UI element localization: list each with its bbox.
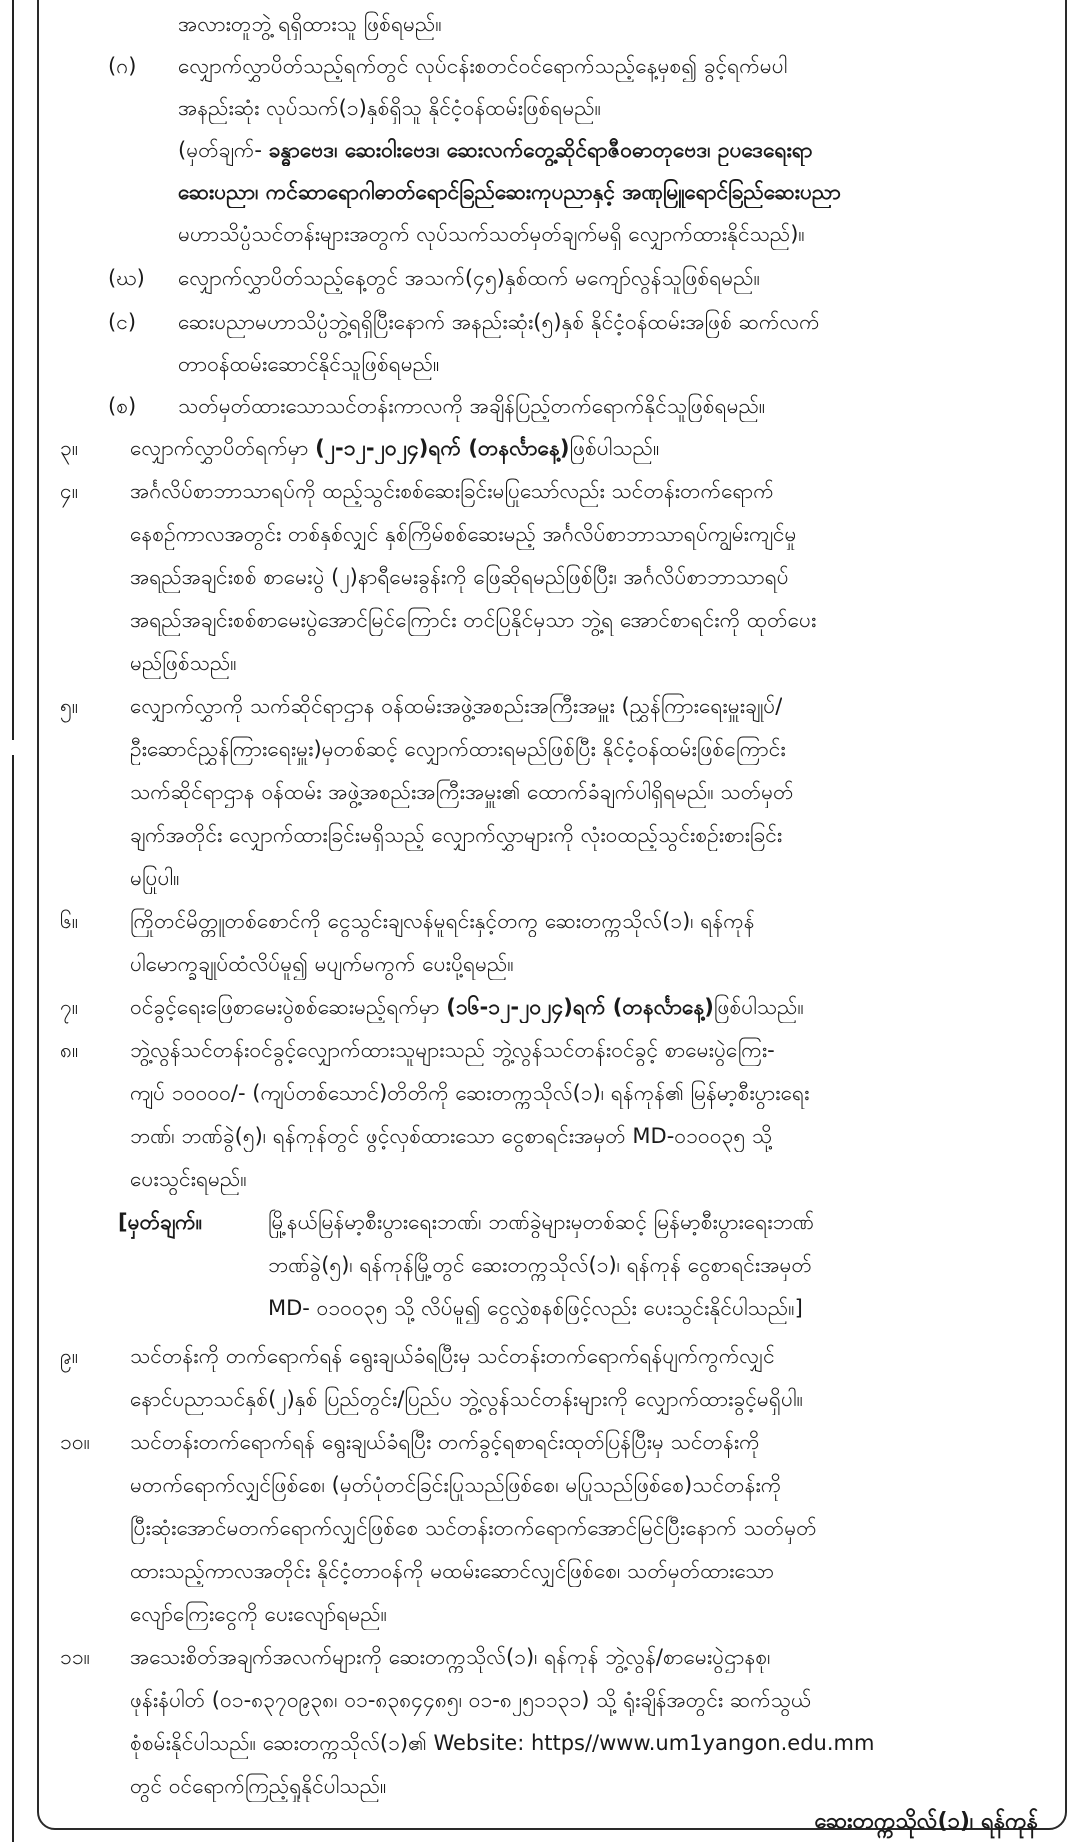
item-3-lead: လျှောက်လွှာပိတ်ရက်မှာ [130, 436, 316, 460]
sub-g-line: လျှောက်လွှာပိတ်သည့်ရက်တွင် လုပ်ငန်းစတင်ဝင်ရောက်သည့်နေ့မှစ၍ ခွင့်ရက်မပါ [178, 54, 788, 78]
item-11-line: စုံစမ်းနိုင်ပါသည်။ ဆေးတက္ကသိုလ်(၁)၏ Website: https//www.um1yangon.edu.mm [130, 1731, 875, 1755]
sub-g-label: (ဂ) [108, 54, 137, 78]
item-7-lead: ဝင်ခွင့်ရေးဖြေစာမေးပွဲစစ်ဆေးမည့်ရက်မှာ [130, 995, 447, 1019]
item-8-line: ကျပ် ၁၀၀၀၀/- (ကျပ်တစ်သောင်)တိတိကို ဆေးတက္ကသိုလ်(၁)၊ ရန်ကုန်၏ မြန်မာ့စီးပွားရေး [130, 1081, 810, 1105]
item-10-line: သင်တန်းတက်ရောက်ရန် ရွေးချယ်ခံရပြီး တက်ခွင့်ရစာရင်းထုတ်ပြန်ပြီးမှ သင်တန်းကို [130, 1430, 760, 1454]
item-7-date: (၁၆-၁၂-၂၀၂၄)ရက် (တနင်္လာနေ့) [446, 995, 714, 1019]
item-4-line: အင်္ဂလိပ်စာဘာသာရပ်ကို ထည့်သွင်းစစ်ဆေးခြင်းမပြုသော်လည်း သင်တန်းတက်ရောက် [130, 479, 774, 503]
sub-s-label: (စ) [108, 394, 137, 418]
sub-ng-line: ဆေးပညာမဟာသိပ္ပံဘွဲ့ရရှိပြီးနောက် အနည်းဆုံး(၅)နှစ် နိုင်ငံ့ဝန်ထမ်းအဖြစ် ဆက်လက် [178, 310, 820, 334]
note-8-line: MD- ၀၁၀၀၃၅ သို့ လိပ်မူ၍ ငွေလွှဲစနစ်ဖြင့်လည်း ပေးသွင်းနိုင်ပါသည်။] [268, 1296, 803, 1320]
sub-s-text: သတ်မှတ်ထားသောသင်တန်းကာလကို အချိန်ပြည့်တက်ရောက်နိုင်သူဖြစ်ရမည်။ [178, 394, 766, 418]
item-11-line: တွင် ဝင်ရောက်ကြည့်ရှုနိုင်ပါသည်။ [130, 1774, 387, 1798]
item-3-tail: ဖြစ်ပါသည်။ [569, 436, 660, 460]
intro-tail: အလားတူဘွဲ့ ရရှိထားသူ ဖြစ်ရမည်။ [178, 12, 442, 36]
sub-gh-text: လျှောက်လွှာပိတ်သည့်နေ့တွင် အသက်(၄၅)နှစ်ထက် မကျော်လွန်သူဖြစ်ရမည်။ [178, 266, 760, 290]
sub-g-note-bold: ဆေးပညာ၊ ကင်ဆာရောဂါဓာတ်ရောင်ခြည်ဆေးကုပညာနှင့် အဏုမြူရောင်ခြည်ဆေးပညာ [178, 180, 841, 204]
item-10-line: ပြီးဆုံးအောင်မတက်ရောက်လျှင်ဖြစ်စေ သင်တန်းတက်ရောက်အောင်မြင်ပြီးနောက် သတ်မှတ် [130, 1516, 817, 1540]
item-11-number: ၁၁။ [60, 1645, 90, 1669]
item-8-line: ပေးသွင်းရမည်။ [130, 1167, 247, 1191]
item-4-line: နေစဉ်ကာလအတွင်း တစ်နှစ်လျှင် နှစ်ကြိမ်စစ်ဆေးမည့် အင်္ဂလိပ်စာဘာသာရပ်ကျွမ်းကျင်မှု [130, 522, 797, 546]
item-5-number: ၅။ [60, 694, 79, 718]
sub-g-note-bold: ခန္ဓာဗေဒ၊ ဆေးဝါးဗေဒ၊ ဆေးလက်တွေ့ဆိုင်ရာဇီဝဓာတုဗေဒ၊ ဥပဒေရေးရာ [268, 138, 813, 162]
sub-g-note-lead: (မှတ်ချက်- [178, 138, 269, 162]
item-9-line: သင်တန်းကို တက်ရောက်ရန် ရွေးချယ်ခံရပြီးမှ သင်တန်းတက်ရောက်ရန်ပျက်ကွက်လျှင် [130, 1344, 775, 1368]
item-3-number: ၃။ [60, 436, 79, 460]
sub-gh-label: (ဃ) [108, 266, 145, 290]
item-7-line [130, 991, 804, 1023]
item-9-number: ၉။ [60, 1344, 79, 1368]
item-3-line [130, 432, 659, 464]
signature: ဆေးတက္ကသိုလ်(၁)၊ ရန်ကုန် [814, 1809, 1038, 1834]
item-8-line: ဘဏ်၊ ဘဏ်ခွဲ(၅)၊ ရန်ကုန်တွင် ဖွင့်လှစ်ထားသော ငွေစာရင်းအမှတ် MD-၀၁၀၀၃၅ သို့ [130, 1124, 773, 1148]
item-6-line: ပါမောက္ခချုပ်ထံလိပ်မူ၍ မပျက်မကွက် ပေးပို့ရမည်။ [130, 952, 514, 976]
item-6-number: ၆။ [60, 909, 79, 933]
item-5-line: မပြုပါ။ [130, 866, 180, 890]
item-8-line: ဘွဲ့လွန်သင်တန်းဝင်ခွင့်လျှောက်ထားသူများသည် ဘွဲ့လွန်သင်တန်းဝင်ခွင့် စာမေးပွဲကြေး- [130, 1038, 775, 1062]
item-5-line: သက်ဆိုင်ရာဌာန ဝန်ထမ်း အဖွဲ့အစည်းအကြီးအမှူး၏ ထောက်ခံချက်ပါရှိရမည်။ သတ်မှတ် [130, 780, 794, 804]
item-11-line: ဖုန်းနံပါတ် (၀၁-၈၃၇၀၉၃၈၊ ၀၁-၈၃၈၄၄၈၅၊ ၀၁-၈၂၅၁၁၃၁) သို့ ရုံးချိန်အတွင်း ဆက်သွယ် [130, 1688, 812, 1712]
note-8-label: [မှတ်ချက်။ [118, 1210, 203, 1234]
sub-ng-line: တာဝန်ထမ်းဆောင်နိုင်သူဖြစ်ရမည်။ [178, 352, 440, 376]
item-4-line: အရည်အချင်းစစ်စာမေးပွဲအောင်မြင်ကြောင်း တင်ပြနိုင်မှသာ ဘွဲ့ရ အောင်စာရင်းကို ထုတ်ပေး [130, 608, 817, 632]
item-10-line: ထားသည့်ကာလအတိုင်း နိုင်ငံ့တာဝန်ကို မထမ်းဆောင်လျှင်ဖြစ်စေ၊ သတ်မှတ်ထားသော [130, 1559, 775, 1583]
sub-g-note-end: မဟာသိပ္ပံသင်တန်းများအတွက် လုပ်သက်သတ်မှတ်ချက်မရှိ လျှောက်ထားနိုင်သည်)။ [178, 222, 805, 246]
item-8-number: ၈။ [60, 1038, 79, 1062]
item-10-line: မတက်ရောက်လျှင်ဖြစ်စေ၊ (မှတ်ပုံတင်ခြင်းပြုသည်ဖြစ်စေ၊ မပြုသည်ဖြစ်စေ)သင်တန်းကို [130, 1473, 782, 1497]
item-5-line: လျှောက်လွှာကို သက်ဆိုင်ရာဌာန ဝန်ထမ်းအဖွဲ့အစည်းအကြီးအမှူး (ညွှန်ကြားရေးမှူးချုပ်/ [130, 694, 783, 718]
note-8-line: ဘဏ်ခွဲ(၅)၊ ရန်ကုန်မြို့တွင် ဆေးတက္ကသိုလ်(၁)၊ ရန်ကုန် ငွေစာရင်းအမှတ် [268, 1253, 812, 1277]
item-5-line: ဦးဆောင်ညွှန်ကြားရေးမှူး)မှတစ်ဆင့် လျှောက်ထားရမည်ဖြစ်ပြီး နိုင်ငံ့ဝန်ထမ်းဖြစ်ကြောင်း [130, 737, 786, 761]
item-7-tail: ဖြစ်ပါသည်။ [713, 995, 804, 1019]
item-4-line: အရည်အချင်းစစ် စာမေးပွဲ (၂)နာရီမေးခွန်းကို ဖြေဆိုရမည်ဖြစ်ပြီး၊ အင်္ဂလိပ်စာဘာသာရပ် [130, 565, 789, 589]
item-6-line: ကြိုတင်မိတ္တူတစ်စောင်ကို ငွေသွင်းချလန်မူရင်းနှင့်တကွ ဆေးတက္ကသိုလ်(၁)၊ ရန်ကုန် [130, 909, 755, 933]
item-10-line: လျော်ကြေးငွေကို ပေးလျော်ရမည်။ [130, 1602, 388, 1626]
item-3-date: (၂-၁၂-၂၀၂၄)ရက် (တနင်္လာနေ့) [315, 436, 570, 460]
item-5-line: ချက်အတိုင်း လျှောက်ထားခြင်းမရှိသည့် လျှောက်လွှာများကို လုံးဝထည့်သွင်းစဉ်းစားခြင်း [130, 823, 783, 847]
item-9-line: နောင်ပညာသင်နှစ်(၂)နှစ် ပြည်တွင်း/ပြည်ပ ဘွဲ့လွန်သင်တန်းများကို လျှောက်ထားခွင့်မရှိပါ။ [130, 1387, 803, 1411]
item-7-number: ၇။ [60, 995, 79, 1019]
item-4-number: ၄။ [60, 479, 79, 503]
sub-g-line: အနည်းဆုံး လုပ်သက်(၁)နှစ်ရှိသူ နိုင်ငံ့ဝန်ထမ်းဖြစ်ရမည်။ [178, 96, 601, 120]
item-10-number: ၁၀။ [60, 1430, 90, 1454]
sub-g-note-line [178, 134, 813, 166]
sub-ng-label: (င) [108, 310, 137, 334]
item-4-line: မည်ဖြစ်သည်။ [130, 651, 237, 675]
item-11-line: အသေးစိတ်အချက်အလက်များကို ဆေးတက္ကသိုလ်(၁)၊ ရန်ကုန် ဘွဲ့လွန်/စာမေးပွဲဌာနစု၊ [130, 1645, 771, 1669]
note-8-line: မြို့နယ်မြန်မာ့စီးပွားရေးဘဏ်၊ ဘဏ်ခွဲများမှတစ်ဆင့် မြန်မာ့စီးပွားရေးဘဏ် [268, 1210, 814, 1234]
